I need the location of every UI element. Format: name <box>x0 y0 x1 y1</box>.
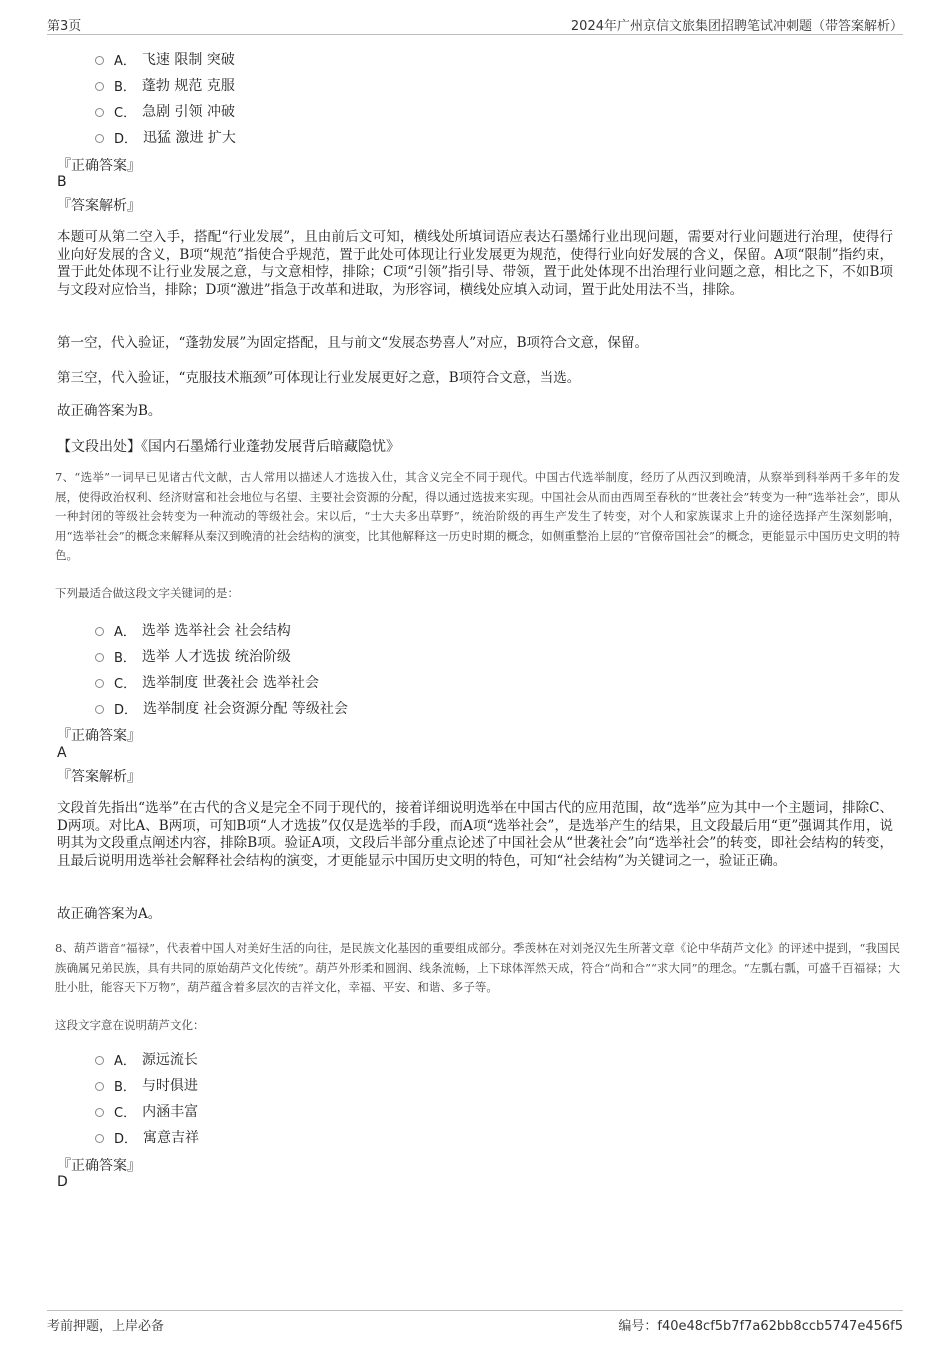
radio-icon[interactable] <box>95 108 104 117</box>
q8-option-b[interactable]: B． 与时俱进 <box>95 1072 199 1098</box>
q8-answer: D <box>57 1174 68 1190</box>
page-footer <box>47 1310 903 1335</box>
q8-prompt: 这段文字意在说明葫芦文化： <box>55 1018 205 1032</box>
q6-source: 【文段出处】《国内石墨烯行业蓬勃发展背后暗藏隐忧》 <box>57 439 400 455</box>
q7-prompt: 下列最适合做这段文字关键词的是： <box>55 586 239 600</box>
q6-answer-label: 『正确答案』 <box>57 158 141 174</box>
q6-analysis-conclusion: 故正确答案为B。 <box>57 403 162 419</box>
page-number: 第3页 <box>47 19 82 34</box>
radio-icon[interactable] <box>95 1108 104 1117</box>
q8-option-c[interactable]: C． 内涵丰富 <box>95 1098 199 1124</box>
q7-stem: 7、“选举”一词早已见诸古代文献，古人常用以描述人才选拔入仕，其含义完全不同于现代。中国古代选举制度，经历了从西汉到晚清，从察举到科举两千多年的发展，使得政治权利、经济财富和社会地位与名望、主要社会资源的分配，得以通过选拔来实现。中国社会从而由西周至春秋的“世袭社会”转变为一种“选举社会”，即从一种封闭的等级社会转变为一种流动的等级社会。宋以后，“士大夫多出草野”，统治阶级的再生产发生了转变，对个人和家族谋求上升的途径选择产生深刻影响，用“选举社会”的概念来解释从秦汉到晚清的社会结构的演变，比其他解释这一历史时期的概念，如侧重整治上层的“官僚帝国社会”的概念，更能显示中国历史文明的特色。 <box>55 470 900 562</box>
radio-icon[interactable] <box>95 627 104 636</box>
q6-answer: B <box>57 174 67 190</box>
q8-option-d[interactable]: D． 寓意吉祥 <box>95 1124 199 1150</box>
radio-icon[interactable] <box>95 653 104 662</box>
q6-analysis-paragraph: 第三空，代入验证，“克服技术瓶颈”可体现让行业发展更好之意，B项符合文意，当选。 <box>57 370 581 386</box>
radio-icon[interactable] <box>95 679 104 688</box>
q6-options <box>95 46 236 150</box>
radio-icon[interactable] <box>95 134 104 143</box>
q7-option-d[interactable]: D． 选举制度 社会资源分配 等级社会 <box>95 695 348 721</box>
page-header <box>47 14 903 35</box>
q6-analysis-label: 『答案解析』 <box>57 198 141 214</box>
q7-option-c[interactable]: C． 选举制度 世袭社会 选举社会 <box>95 669 348 695</box>
radio-icon[interactable] <box>95 1134 104 1143</box>
q6-option-b[interactable]: B． 蓬勃 规范 克服 <box>95 72 236 98</box>
q8-option-a[interactable]: A． 源远流长 <box>95 1046 199 1072</box>
radio-icon[interactable] <box>95 1056 104 1065</box>
q7-analysis-conclusion: 故正确答案为A。 <box>57 906 162 922</box>
q8-stem: 8、葫芦谐音“福禄”，代表着中国人对美好生活的向往，是民族文化基因的重要组成部分。季羡林在对刘尧汉先生所著文章《论中华葫芦文化》的评述中提到，“我国民族确属兄弟民族，具有共同的原始葫芦文化传统”。葫芦外形柔和圆润、线条流畅，上下球体浑然天成，符合“尚和合”“求大同”的理念。“左瓢右瓢，可盛千百福禄；大肚小肚，能容天下万物”，葫芦蕴含着多层次的吉祥文化，幸福、平安、和谐、多子等。 <box>55 941 900 994</box>
document-id: 编号：f40e48cf5b7f7a62bb8ccb5747e456f5 <box>618 1319 903 1334</box>
q6-option-d[interactable]: D． 迅猛 激进 扩大 <box>95 124 236 150</box>
footer-slogan: 考前押题，上岸必备 <box>47 1319 165 1334</box>
radio-icon[interactable] <box>95 1082 104 1091</box>
q8-options <box>95 1046 199 1150</box>
q7-answer: A <box>57 745 67 761</box>
q7-analysis-paragraph: 文段首先指出“选举”在古代的含义是完全不同于现代的，接着详细说明选举在中国古代的应用范围，故“选举”应为其中一个主题词，排除C、D两项。对比A、B两项，可知B项“人才选拔”仅仅是选举的手段，而A项“选举社会”，是选举产生的结果，且文段最后用“更”强调其作用，说明其为文段重点阐述内容，排除B项。验证A项，文段后半部分重点论述了中国社会从“世袭社会”向“选举社会”的转变，即社会结构的转变，且最后说明用选举社会解释社会结构的演变，才更能显示中国历史文明的特色，可知“社会结构”为关键词之一，验证正确。 <box>57 800 893 869</box>
q7-option-b[interactable]: B． 选举 人才选拔 统治阶级 <box>95 643 348 669</box>
q7-answer-label: 『正确答案』 <box>57 728 141 744</box>
radio-icon[interactable] <box>95 705 104 714</box>
q6-analysis-paragraph: 本题可从第二空入手，搭配“行业发展”，且由前后文可知，横线处所填词语应表达石墨烯行业出现问题，需要对行业问题进行治理，使得行业向好发展的含义，B项“规范”指使合乎规范，置于此处可体现让行业发展更为规范，使得行业向好发展的含义，保留。A项“限制”指约束，置于此处体现不让行业发展之意，与文意相悖，排除；C项“引领”指引导、带领，置于此处体现不出治理行业问题之意，相比之下，不如B项与文段对应恰当，排除；D项“激进”指急于改革和进取，为形容词，横线处应填入动词，置于此处用法不当，排除。 <box>57 229 893 298</box>
document-title: 2024年广州京信文旅集团招聘笔试冲刺题（带答案解析） <box>570 19 903 34</box>
radio-icon[interactable] <box>95 82 104 91</box>
radio-icon[interactable] <box>95 56 104 65</box>
q7-option-a[interactable]: A． 选举 选举社会 社会结构 <box>95 617 348 643</box>
q7-analysis-label: 『答案解析』 <box>57 769 141 785</box>
q6-option-c[interactable]: C． 急剧 引领 冲破 <box>95 98 236 124</box>
q6-analysis-paragraph: 第一空，代入验证，“蓬勃发展”为固定搭配，且与前文“发展态势喜人”对应，B项符合文意，保留。 <box>57 335 649 351</box>
q7-options <box>95 617 348 721</box>
q8-answer-label: 『正确答案』 <box>57 1158 141 1174</box>
q6-option-a[interactable]: A． 飞速 限制 突破 <box>95 46 236 72</box>
